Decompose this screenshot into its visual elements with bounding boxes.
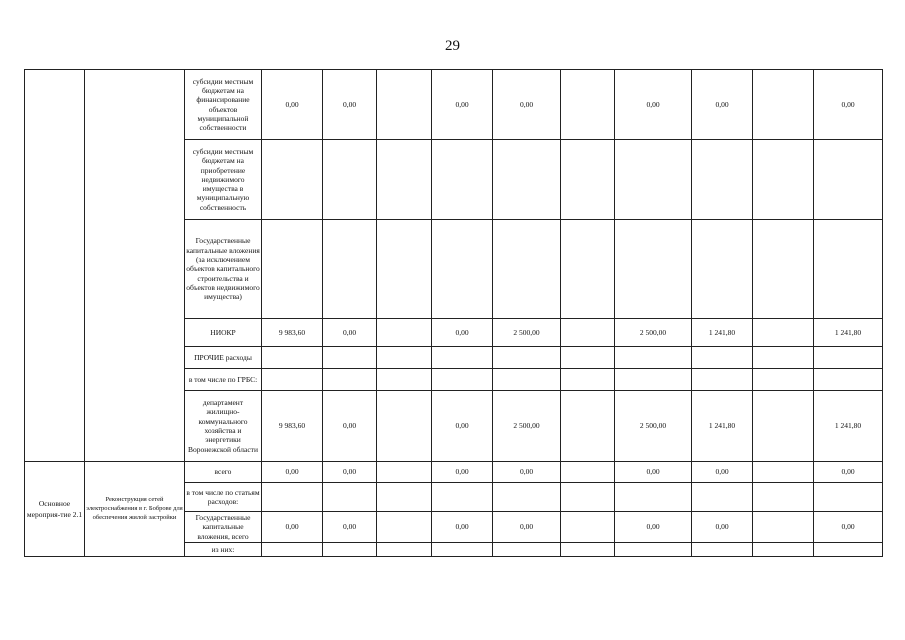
value-cell bbox=[753, 512, 814, 543]
value-cell bbox=[814, 542, 883, 556]
value-cell: 1 241,80 bbox=[814, 391, 883, 462]
value-cell bbox=[692, 542, 753, 556]
value-cell: 0,00 bbox=[615, 512, 692, 543]
value-cell bbox=[493, 347, 561, 369]
value-cell bbox=[692, 220, 753, 319]
value-cell bbox=[493, 369, 561, 391]
value-cell bbox=[561, 220, 615, 319]
value-cell bbox=[493, 483, 561, 512]
value-cell bbox=[323, 483, 377, 512]
value-cell bbox=[493, 140, 561, 220]
value-cell bbox=[615, 369, 692, 391]
value-cell bbox=[615, 347, 692, 369]
value-cell bbox=[262, 347, 323, 369]
value-cell bbox=[561, 369, 615, 391]
value-cell: 2 500,00 bbox=[493, 391, 561, 462]
table-row bbox=[25, 462, 883, 483]
value-cell: 0,00 bbox=[262, 512, 323, 543]
value-cell bbox=[753, 391, 814, 462]
value-cell: 9 983,60 bbox=[262, 319, 323, 347]
value-cell bbox=[561, 391, 615, 462]
value-cell: 0,00 bbox=[692, 70, 753, 140]
value-cell bbox=[323, 347, 377, 369]
row-category-cell: субсидии местным бюджетам на финансирование объектов муниципальной собственности bbox=[185, 70, 262, 140]
value-cell: 0,00 bbox=[814, 70, 883, 140]
value-cell bbox=[432, 140, 493, 220]
value-cell bbox=[753, 462, 814, 483]
value-cell: 0,00 bbox=[615, 70, 692, 140]
value-cell bbox=[493, 542, 561, 556]
value-cell bbox=[692, 369, 753, 391]
value-cell bbox=[432, 542, 493, 556]
value-cell bbox=[753, 220, 814, 319]
value-cell bbox=[493, 220, 561, 319]
row-category-cell: Государственные капитальные вложения (за исключением объектов капитального строительства и объектов недвижимого имущества) bbox=[185, 220, 262, 319]
value-cell: 0,00 bbox=[615, 462, 692, 483]
value-cell: 0,00 bbox=[432, 512, 493, 543]
value-cell: 0,00 bbox=[432, 462, 493, 483]
value-cell bbox=[561, 512, 615, 543]
value-cell: 0,00 bbox=[814, 462, 883, 483]
value-cell bbox=[753, 140, 814, 220]
value-cell: 0,00 bbox=[493, 70, 561, 140]
value-cell bbox=[692, 140, 753, 220]
value-cell bbox=[262, 542, 323, 556]
value-cell: 0,00 bbox=[323, 319, 377, 347]
merged-empty-cell bbox=[25, 70, 85, 462]
value-cell bbox=[262, 369, 323, 391]
value-cell bbox=[561, 483, 615, 512]
value-cell bbox=[432, 347, 493, 369]
value-cell bbox=[814, 347, 883, 369]
value-cell bbox=[262, 483, 323, 512]
value-cell bbox=[814, 483, 883, 512]
value-cell bbox=[753, 70, 814, 140]
value-cell: 0,00 bbox=[262, 462, 323, 483]
value-cell bbox=[262, 220, 323, 319]
value-cell: 9 983,60 bbox=[262, 391, 323, 462]
value-cell: 2 500,00 bbox=[493, 319, 561, 347]
value-cell: 2 500,00 bbox=[615, 391, 692, 462]
value-cell bbox=[377, 483, 432, 512]
value-cell bbox=[323, 220, 377, 319]
value-cell bbox=[561, 70, 615, 140]
value-cell bbox=[432, 220, 493, 319]
value-cell: 0,00 bbox=[493, 462, 561, 483]
row-category-cell: субсидии местным бюджетам на приобретение недвижимого имущества в муниципальную собственность bbox=[185, 140, 262, 220]
value-cell bbox=[377, 347, 432, 369]
value-cell bbox=[561, 462, 615, 483]
value-cell: 0,00 bbox=[493, 512, 561, 543]
value-cell: 0,00 bbox=[323, 391, 377, 462]
value-cell bbox=[753, 542, 814, 556]
value-cell bbox=[262, 140, 323, 220]
value-cell: 1 241,80 bbox=[692, 391, 753, 462]
value-cell: 0,00 bbox=[432, 391, 493, 462]
value-cell: 0,00 bbox=[262, 70, 323, 140]
value-cell: 2 500,00 bbox=[615, 319, 692, 347]
value-cell bbox=[561, 319, 615, 347]
value-cell bbox=[377, 512, 432, 543]
value-cell bbox=[377, 462, 432, 483]
value-cell bbox=[814, 220, 883, 319]
value-cell bbox=[615, 483, 692, 512]
row-category-cell: в том числе по ГРБС: bbox=[185, 369, 262, 391]
value-cell bbox=[432, 369, 493, 391]
value-cell bbox=[753, 319, 814, 347]
value-cell bbox=[615, 542, 692, 556]
value-cell bbox=[377, 391, 432, 462]
value-cell: 1 241,80 bbox=[692, 319, 753, 347]
row-category-cell: из них: bbox=[185, 542, 262, 556]
value-cell: 0,00 bbox=[323, 70, 377, 140]
value-cell bbox=[753, 483, 814, 512]
value-cell bbox=[323, 140, 377, 220]
value-cell bbox=[377, 542, 432, 556]
page-number: 29 bbox=[445, 38, 460, 54]
row-category-cell: ПРОЧИЕ расходы bbox=[185, 347, 262, 369]
value-cell bbox=[692, 483, 753, 512]
value-cell: 0,00 bbox=[692, 462, 753, 483]
row-category-cell: НИОКР bbox=[185, 319, 262, 347]
value-cell bbox=[615, 140, 692, 220]
financing-table bbox=[24, 69, 883, 557]
value-cell bbox=[814, 140, 883, 220]
value-cell bbox=[377, 220, 432, 319]
value-cell bbox=[615, 220, 692, 319]
value-cell: 0,00 bbox=[432, 319, 493, 347]
value-cell bbox=[377, 140, 432, 220]
value-cell: 0,00 bbox=[814, 512, 883, 543]
value-cell: 1 241,80 bbox=[814, 319, 883, 347]
row-category-cell: Государственные капитальные вложения, всего bbox=[185, 512, 262, 543]
row-category-cell: в том числе по статьям расходов: bbox=[185, 483, 262, 512]
value-cell bbox=[753, 369, 814, 391]
value-cell: 0,00 bbox=[323, 512, 377, 543]
value-cell bbox=[377, 369, 432, 391]
value-cell bbox=[753, 347, 814, 369]
activity-name-cell: Реконструкция сетей электроснабжения в г. Боброве для обеспечения жилой застройки bbox=[85, 462, 185, 557]
value-cell bbox=[432, 483, 493, 512]
table-row bbox=[25, 70, 883, 140]
merged-empty-cell bbox=[85, 70, 185, 462]
row-category-cell: всего bbox=[185, 462, 262, 483]
value-cell bbox=[814, 369, 883, 391]
value-cell bbox=[323, 542, 377, 556]
value-cell bbox=[323, 369, 377, 391]
value-cell bbox=[377, 70, 432, 140]
value-cell bbox=[561, 140, 615, 220]
activity-code-cell: Основное мероприя-тие 2.1 bbox=[25, 462, 85, 557]
value-cell bbox=[692, 347, 753, 369]
value-cell bbox=[377, 319, 432, 347]
value-cell bbox=[561, 347, 615, 369]
value-cell: 0,00 bbox=[323, 462, 377, 483]
value-cell bbox=[561, 542, 615, 556]
value-cell: 0,00 bbox=[692, 512, 753, 543]
value-cell: 0,00 bbox=[432, 70, 493, 140]
row-category-cell: департамент жилищно-коммунального хозяйства и энергетики Воронежской области bbox=[185, 391, 262, 462]
